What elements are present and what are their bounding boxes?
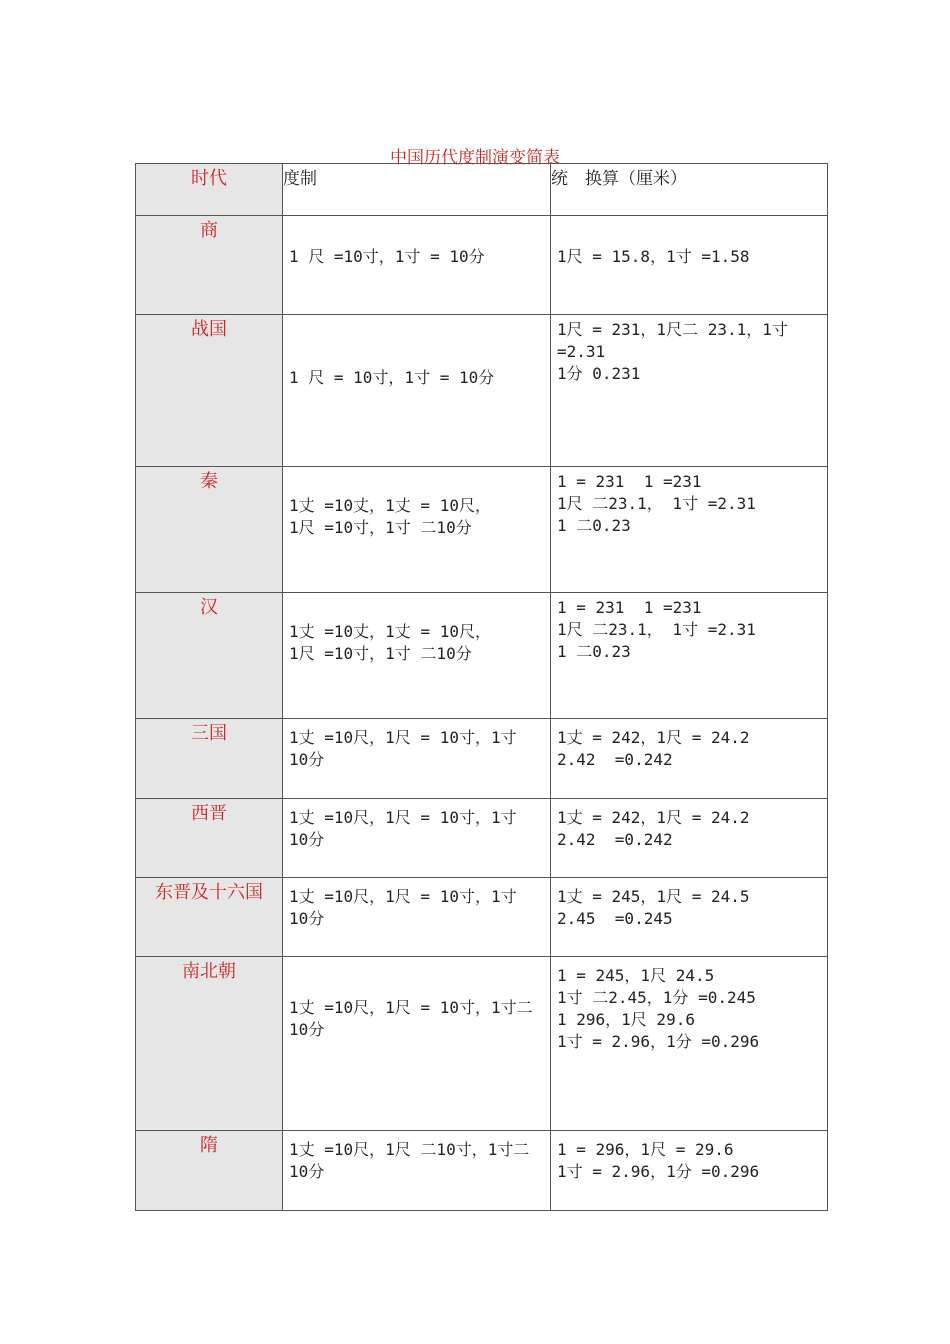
conversion-cell (551, 467, 828, 593)
system-text: 1丈 =10丈，1丈 = 10尺， 1尺 =10寸，1寸 二10分 (289, 496, 491, 537)
system-cell (283, 593, 551, 719)
era-cell: 商 (136, 216, 283, 315)
conversion-cell (551, 593, 828, 719)
conversion-cell (551, 719, 828, 799)
header-era: 时代 (136, 164, 283, 216)
system-cell (283, 1131, 551, 1211)
table-row (136, 216, 828, 315)
system-cell (283, 467, 551, 593)
table-row (136, 593, 828, 719)
conversion-cell (551, 878, 828, 957)
table-row (136, 719, 828, 799)
conversion-text: 1丈 = 242，1尺 = 24.2 2.42 =0.242 (557, 728, 750, 769)
conversion-cell (551, 216, 828, 315)
conversion-text: 1 = 231 1 =231 1尺 二23.1， 1寸 =2.31 1 二0.23 (557, 472, 756, 535)
system-text: 1 尺 =10寸，1寸 = 10分 (289, 247, 485, 266)
measurement-table (135, 163, 828, 1211)
system-cell (283, 719, 551, 799)
system-text: 1丈 =10丈，1丈 = 10尺， 1尺 =10寸，1寸 二10分 (289, 622, 491, 663)
conversion-text: 1 = 296，1尺 = 29.6 1寸 = 2.96，1分 =0.296 (557, 1140, 760, 1181)
era-cell: 三国 (136, 719, 283, 799)
era-cell: 汉 (136, 593, 283, 719)
system-text: 1丈 =10尺，1尺 = 10寸，1寸 10分 (289, 887, 527, 928)
table-row (136, 957, 828, 1131)
system-text: 1丈 =10尺，1尺 = 10寸，1寸二 10分 (289, 998, 543, 1039)
era-cell: 秦 (136, 467, 283, 593)
system-text: 1丈 =10尺，1尺 = 10寸，1寸 10分 (289, 808, 527, 849)
header-conversion: 统 换算（厘米） (551, 164, 828, 216)
conversion-text: 1丈 = 245，1尺 = 24.5 2.45 =0.245 (557, 887, 750, 928)
conversion-text: 1 = 245，1尺 24.5 1寸 二2.45，1分 =0.245 1 296，1尺 29.6 1寸 = 2.96，1分 =0.296 (557, 966, 760, 1051)
conversion-cell (551, 957, 828, 1131)
era-cell: 隋 (136, 1131, 283, 1211)
system-cell (283, 315, 551, 467)
conversion-text: 1尺 = 231，1尺二 23.1，1寸 =2.31 1分 0.231 (557, 320, 788, 383)
era-cell: 西晋 (136, 799, 283, 878)
conversion-cell (551, 799, 828, 878)
header-row (136, 164, 828, 216)
table-row (136, 799, 828, 878)
table-title: 中国历代度制演变简表 (390, 148, 560, 168)
system-cell (283, 878, 551, 957)
system-text: 1丈 =10尺，1尺 = 10寸，1寸 10分 (289, 728, 527, 769)
conversion-cell (551, 315, 828, 467)
header-system: 度制 (283, 164, 551, 216)
system-cell (283, 957, 551, 1131)
conversion-text: 1丈 = 242，1尺 = 24.2 2.42 =0.242 (557, 808, 750, 849)
conversion-cell (551, 1131, 828, 1211)
table-row (136, 467, 828, 593)
table-row (136, 315, 828, 467)
system-cell (283, 216, 551, 315)
conversion-text: 1 = 231 1 =231 1尺 二23.1， 1寸 =2.31 1 二0.23 (557, 598, 756, 661)
era-cell: 东晋及十六国 (136, 878, 283, 957)
table-row (136, 1131, 828, 1211)
table-row (136, 878, 828, 957)
system-text: 1 尺 = 10寸，1寸 = 10分 (289, 368, 495, 387)
system-text: 1丈 =10尺，1尺 二10寸，1寸二 10分 (289, 1140, 539, 1181)
conversion-text: 1尺 = 15.8，1寸 =1.58 (557, 247, 750, 266)
era-cell: 战国 (136, 315, 283, 467)
era-cell: 南北朝 (136, 957, 283, 1131)
system-cell (283, 799, 551, 878)
